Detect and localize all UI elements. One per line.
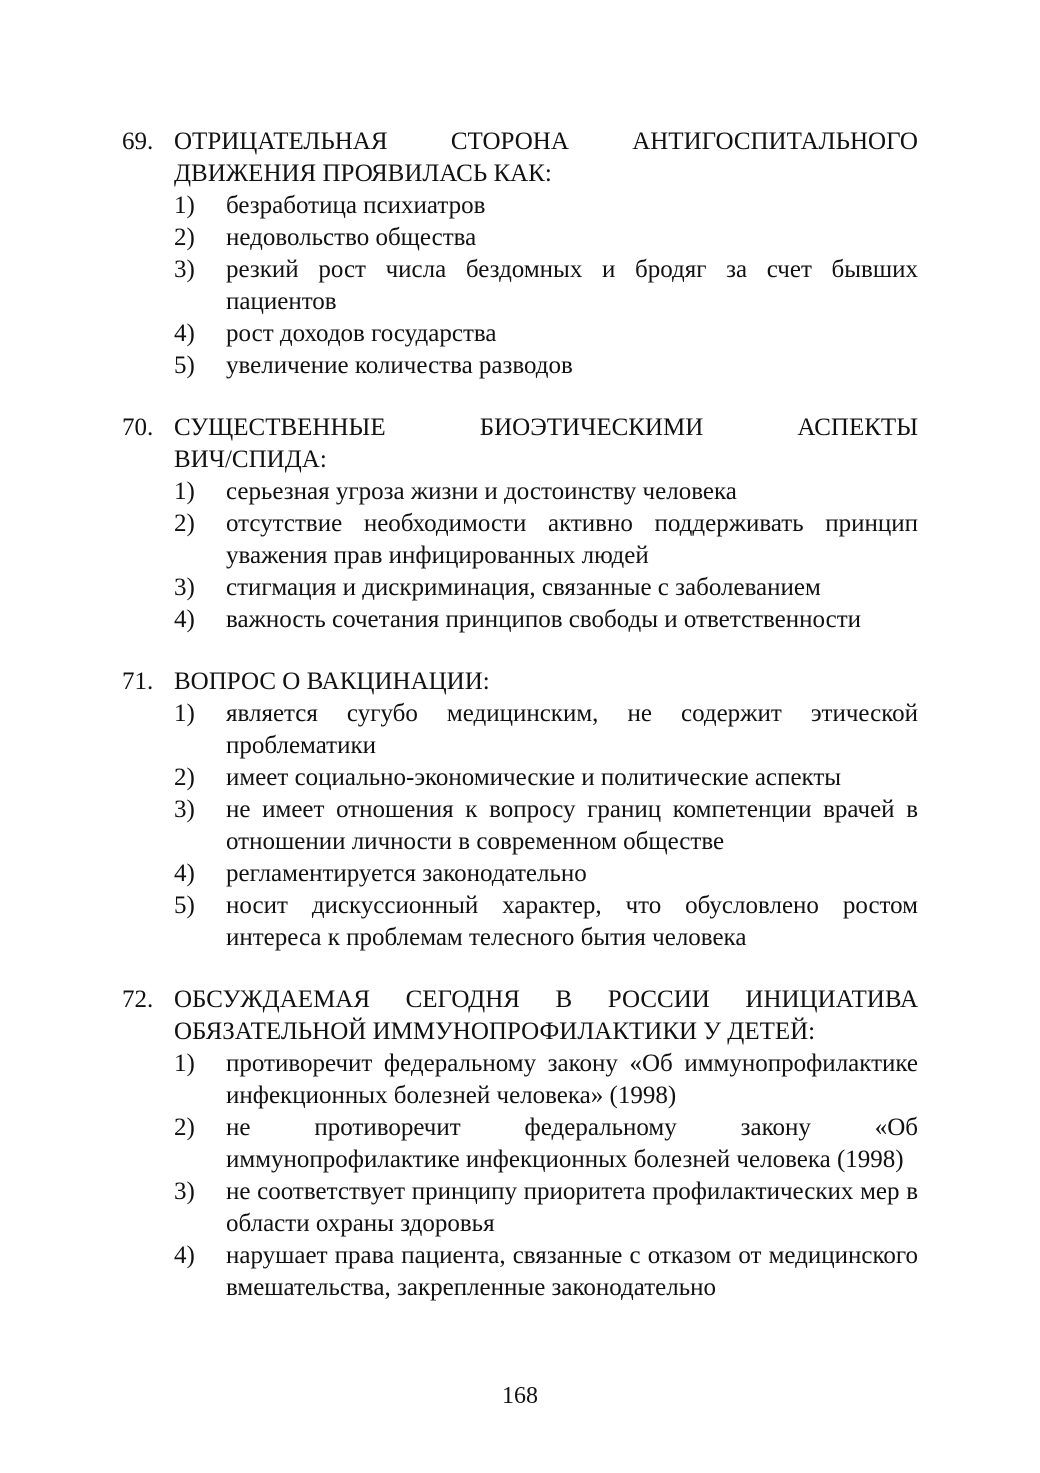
option-number: 3) (174, 796, 195, 823)
option-item (122, 858, 918, 890)
option-text: не противоречит федеральному закону «Об иммунопрофилактике инфекционных болезней человека (1998) (226, 1114, 918, 1173)
option-item (122, 190, 918, 222)
question-text (174, 666, 918, 698)
question-number: 70. (122, 414, 154, 441)
question-line-2: ОБЯЗАТЕЛЬНОЙ ИММУНОПРОФИЛАКТИКИ У ДЕТЕЙ: (174, 1018, 816, 1045)
options-list (122, 190, 918, 382)
option-number: 5) (174, 892, 195, 919)
question-header (122, 126, 918, 190)
question-text (174, 126, 918, 190)
option-text: нарушает права пациента, связанные с отказом от медицинского вмешательства, закрепленные законодательно (226, 1242, 918, 1301)
option-text: отсутствие необходимости активно поддерживать принцип уважения прав инфицированных людей (226, 510, 918, 569)
option-text: носит дискуссионный характер, что обусловлено ростом интереса к проблемам телесного бытия человека (226, 892, 918, 951)
question-header (122, 984, 918, 1048)
option-number: 1) (174, 478, 195, 505)
option-text: рост доходов государства (226, 320, 497, 347)
questions-list (122, 126, 918, 1334)
option-number: 1) (174, 1050, 195, 1077)
option-item (122, 1240, 918, 1304)
question-text (174, 412, 918, 476)
options-list (122, 698, 918, 954)
option-item (122, 508, 918, 572)
option-number: 4) (174, 606, 195, 633)
option-number: 2) (174, 224, 195, 251)
option-text: серьезная угроза жизни и достоинству человека (226, 478, 737, 505)
option-text: не соответствует принципу приоритета профилактических мер в области охраны здоровья (226, 1178, 918, 1237)
option-text: безработица психиатров (226, 192, 486, 219)
option-item (122, 318, 918, 350)
question-line-1: ОТРИЦАТЕЛЬНАЯ СТОРОНА АНТИГОСПИТАЛЬНОГО (174, 128, 918, 155)
question-71 (122, 666, 918, 954)
question-line-1: ОБСУЖДАЕМАЯ СЕГОДНЯ В РОССИИ ИНИЦИАТИВА (174, 986, 918, 1013)
options-list (122, 1048, 918, 1304)
option-text: регламентируется законодательно (226, 860, 587, 887)
option-number: 4) (174, 1242, 195, 1269)
option-text: противоречит федеральному закону «Об иммунопрофилактике инфекционных болезней человека» (1998) (226, 1050, 918, 1109)
option-number: 2) (174, 510, 195, 537)
option-text: увеличение количества разводов (226, 352, 573, 379)
question-line-2: ВИЧ/СПИДА: (174, 446, 327, 473)
option-item (122, 1112, 918, 1176)
option-item (122, 890, 918, 954)
question-line-1: СУЩЕСТВЕННЫЕ БИОЭТИЧЕСКИМИ АСПЕКТЫ (174, 414, 918, 441)
question-72 (122, 984, 918, 1304)
page-number: 168 (502, 1383, 538, 1409)
option-item (122, 1176, 918, 1240)
option-number: 3) (174, 1178, 195, 1205)
option-item (122, 476, 918, 508)
option-number: 2) (174, 1114, 195, 1141)
option-item (122, 794, 918, 858)
question-header (122, 412, 918, 476)
option-number: 5) (174, 352, 195, 379)
option-item (122, 762, 918, 794)
question-69 (122, 126, 918, 382)
option-text: стигмация и дискриминация, связанные с заболеванием (226, 574, 821, 601)
option-item (122, 254, 918, 318)
option-text: имеет социально-экономические и политические аспекты (226, 764, 842, 791)
option-number: 1) (174, 192, 195, 219)
question-number: 69. (122, 128, 154, 155)
question-number: 72. (122, 986, 154, 1013)
option-item (122, 698, 918, 762)
option-text: резкий рост числа бездомных и бродяг за счет бывших пациентов (226, 256, 918, 315)
option-number: 4) (174, 860, 195, 887)
option-item (122, 222, 918, 254)
question-number: 71. (122, 668, 154, 695)
option-text: является сугубо медицинским, не содержит этической проблематики (226, 700, 918, 759)
question-text (174, 984, 918, 1048)
options-list (122, 476, 918, 636)
question-line-2: ДВИЖЕНИЯ ПРОЯВИЛАСЬ КАК: (174, 160, 552, 187)
option-text: недовольство общества (226, 224, 477, 251)
option-item (122, 1048, 918, 1112)
option-item (122, 572, 918, 604)
option-number: 3) (174, 256, 195, 283)
option-item (122, 604, 918, 636)
question-line-1: ВОПРОС О ВАКЦИНАЦИИ: (174, 668, 490, 695)
question-header (122, 666, 918, 698)
option-text: важность сочетания принципов свободы и ответственности (226, 606, 862, 633)
option-text: не имеет отношения к вопросу границ компетенции врачей в отношении личности в современном обществе (226, 796, 918, 855)
option-item (122, 350, 918, 382)
option-number: 1) (174, 700, 195, 727)
question-70 (122, 412, 918, 636)
option-number: 2) (174, 764, 195, 791)
option-number: 4) (174, 320, 195, 347)
option-number: 3) (174, 574, 195, 601)
